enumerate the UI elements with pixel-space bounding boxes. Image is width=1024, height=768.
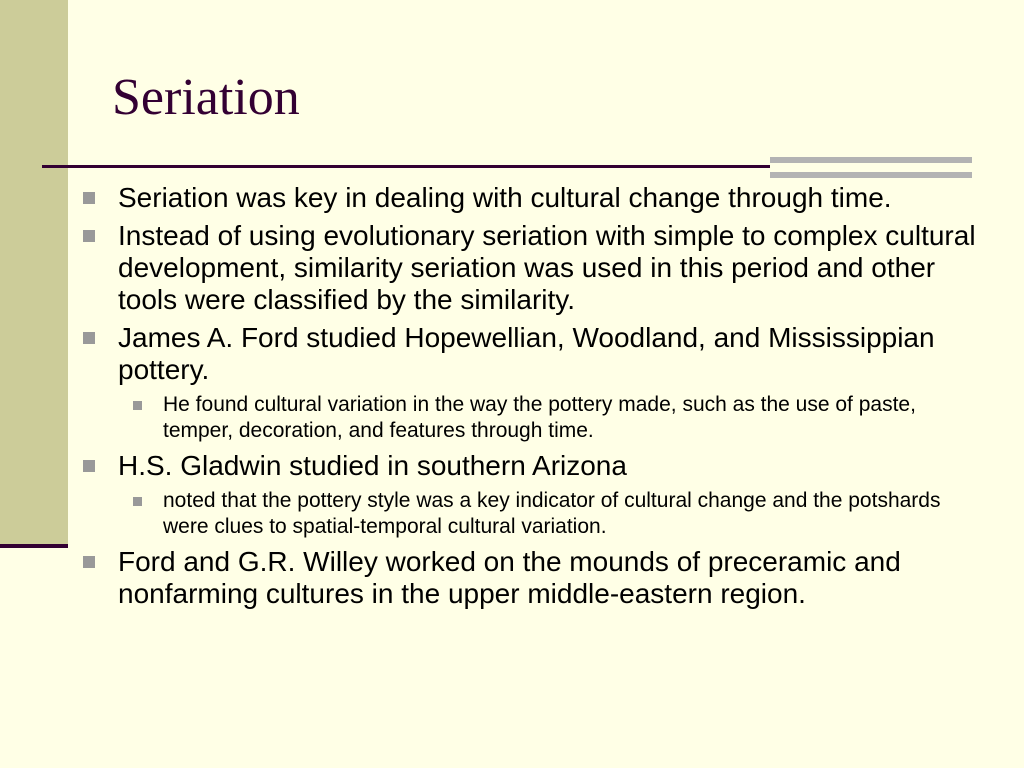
sub-bullet-item xyxy=(118,488,985,540)
bullet-text: Seriation was key in dealing with cultural change through time. xyxy=(118,182,892,213)
square-bullet-icon xyxy=(83,332,95,344)
square-bullet-icon xyxy=(83,556,95,568)
bullet-list xyxy=(80,182,985,616)
bullet-item xyxy=(80,450,985,482)
bullet-item xyxy=(80,220,985,316)
small-square-bullet-icon xyxy=(133,497,142,506)
left-accent-line xyxy=(0,544,68,548)
bullet-text: Instead of using evolutionary seriation with simple to complex cultural development, similarity seriation was used in this period and other tools were classified by the similarity. xyxy=(118,220,976,315)
bullet-text: James A. Ford studied Hopewellian, Woodland, and Mississippian pottery. xyxy=(118,322,935,385)
slide-title: Seriation xyxy=(112,69,300,126)
left-decorative-band xyxy=(0,0,68,546)
accent-bar-bottom xyxy=(770,172,972,178)
sub-bullet-text: noted that the pottery style was a key indicator of cultural change and the potshards were clues to spatial-temporal cultural variation. xyxy=(163,489,941,538)
small-square-bullet-icon xyxy=(133,401,142,410)
sub-bullet-text: He found cultural variation in the way the pottery made, such as the use of paste, temper, decoration, and features through time. xyxy=(163,393,916,442)
square-bullet-icon xyxy=(83,460,95,472)
title-underline-rule xyxy=(42,165,770,168)
sub-bullet-item xyxy=(118,392,985,444)
bullet-item xyxy=(80,322,985,386)
square-bullet-icon xyxy=(83,230,95,242)
bullet-item xyxy=(80,182,985,214)
square-bullet-icon xyxy=(83,192,95,204)
bullet-text: H.S. Gladwin studied in southern Arizona xyxy=(118,450,627,481)
accent-bar-top xyxy=(770,157,972,163)
bullet-text: Ford and G.R. Willey worked on the mounds of preceramic and nonfarming cultures in the upper middle-eastern region. xyxy=(118,546,901,609)
bullet-item xyxy=(80,546,985,610)
